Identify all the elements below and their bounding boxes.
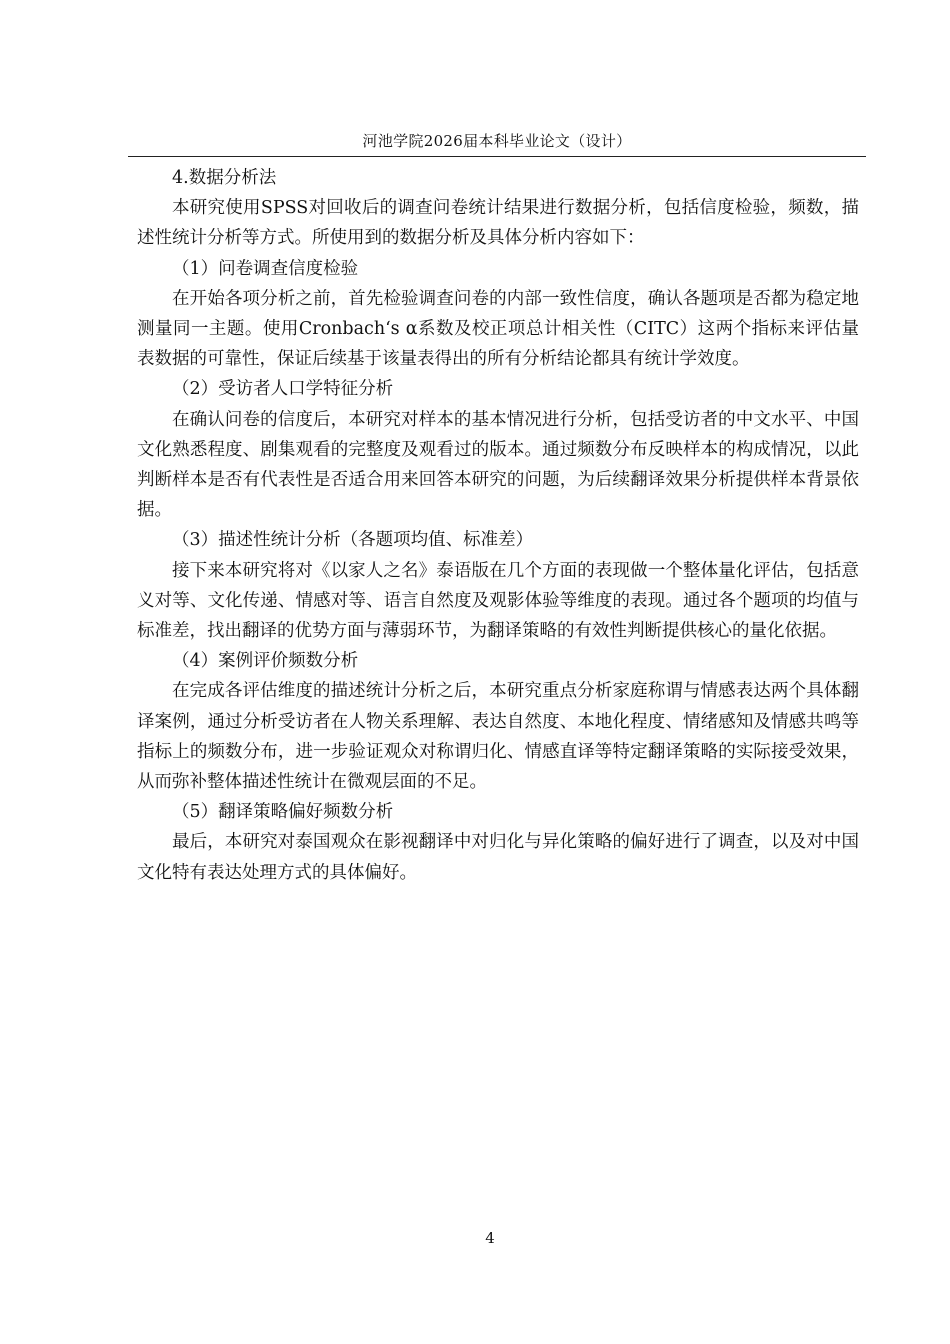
subsection-paragraph-5: 最后，本研究对泰国观众在影视翻译中对归化与异化策略的偏好进行了调查，以及对中国文化特有表达处理方式的具体偏好。 (137, 832, 859, 883)
subsection-paragraph-4: 在完成各评估维度的描述统计分析之后，本研究重点分析家庭称谓与情感表达两个具体翻译案例，通过分析受访者在人物关系理解、表达自然度、本地化程度、情绪感知及情感共鸣等指标上的频数分布，进一步验证观众对称谓归化、情感直译等特定翻译策略的实际接受效果，从而弥补整体描述性统计在微观层面的不足。 (137, 681, 859, 793)
subsection-heading-3: （3）描述性统计分析（各题项均值、标准差） (172, 530, 534, 551)
subsection-heading-2: （2）受访者人口学特征分析 (172, 379, 394, 400)
subsection-paragraph-2: 在确认问卷的信度后，本研究对样本的基本情况进行分析，包括受访者的中文水平、中国文化熟悉程度、剧集观看的完整度及观看过的版本。通过频数分布反映样本的构成情况，以此判断样本是否有代表性是否适合用来回答本研究的问题，为后续翻译效果分析提供样本背景依据。 (137, 409, 859, 521)
page-header: 河池学院2026届本科毕业论文（设计） (362, 132, 632, 150)
intro-paragraph: 本研究使用SPSS对回收后的调查问卷统计结果进行数据分析，包括信度检验，频数，描述性统计分析等方式。所使用到的数据分析及具体分析内容如下： (137, 198, 859, 249)
page-number: 4 (485, 1229, 495, 1247)
subsection-paragraph-1: 在开始各项分析之前，首先检验调查问卷的内部一致性信度，确认各题项是否都为稳定地测量同一主题。使用Cronbach‘s α系数及校正项总计相关性（CITC）这两个指标来评估量表数据的可靠性，保证后续基于该量表得出的所有分析结论都具有统计学效度。 (137, 288, 859, 370)
subsection-heading-5: （5）翻译策略偏好频数分析 (172, 802, 394, 823)
subsection-paragraph-3: 接下来本研究将对《以家人之名》泰语版在几个方面的表现做一个整体量化评估，包括意义对等、文化传递、情感对等、语言自然度及观影体验等维度的表现。通过各个题项的均值与标准差，找出翻译的优势方面与薄弱环节，为翻译策略的有效性判断提供核心的量化依据。 (137, 560, 859, 642)
section-title: 4.数据分析法 (172, 168, 277, 188)
header-divider (128, 156, 866, 157)
subsection-heading-1: （1）问卷调查信度检验 (172, 258, 359, 279)
document-body (137, 163, 859, 888)
subsection-heading-4: （4）案例评价频数分析 (172, 651, 359, 672)
